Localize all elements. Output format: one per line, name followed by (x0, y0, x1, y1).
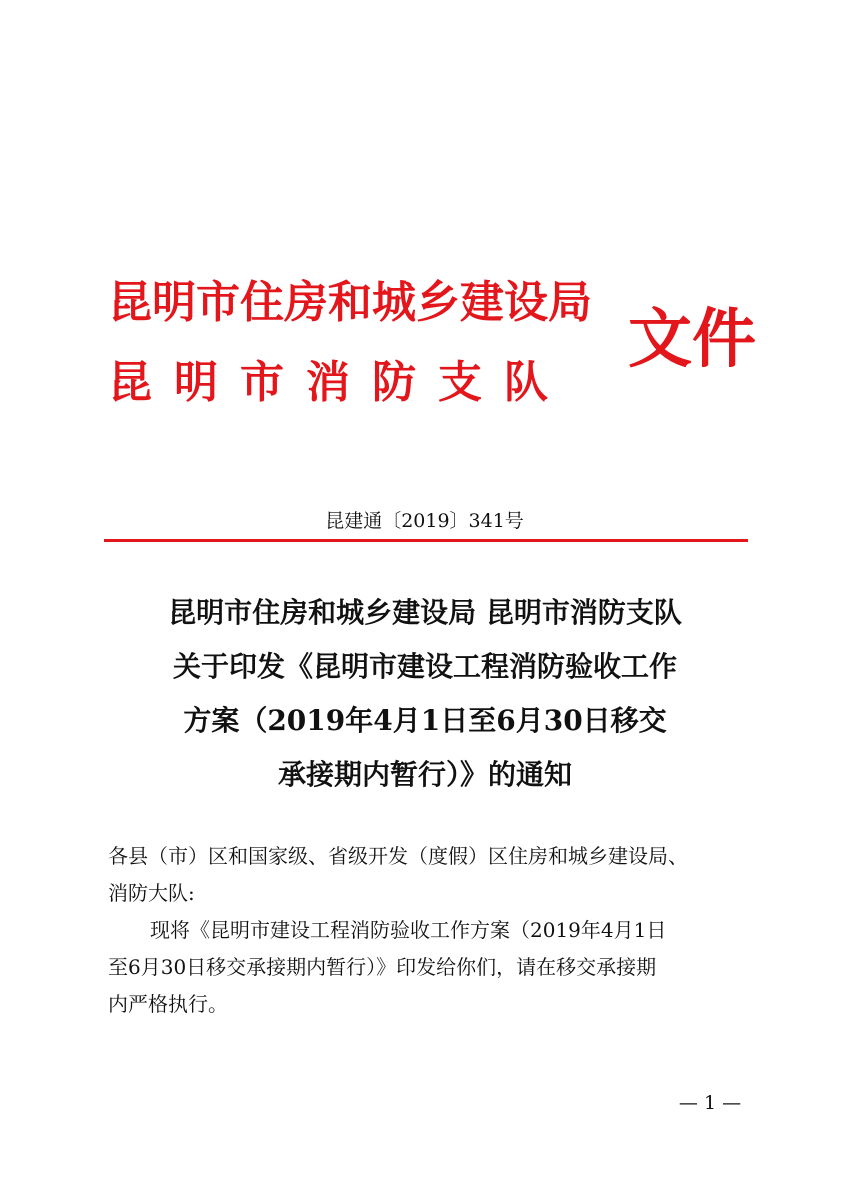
document-word: 文件 (628, 302, 756, 377)
title-line: 方案（2019年4月1日至6月30日移交 (183, 704, 667, 737)
title-line: 昆明市住房和城乡建设局 昆明市消防支队 (168, 596, 682, 629)
addressee-line: 各县（市）区和国家级、省级开发（度假）区住房和城乡建设局、 (108, 844, 688, 868)
body-paragraph-line: 内严格执行。 (108, 992, 228, 1016)
issuer-housing-bureau: 昆明市住房和城乡建设局 (108, 277, 592, 328)
document-body (108, 838, 748, 1023)
body-paragraph-line: 现将《昆明市建设工程消防验收工作方案（2019年4月1日 (150, 918, 667, 942)
page-number: — 1 — (678, 1092, 742, 1114)
title-line: 承接期内暂行）》的通知 (277, 758, 572, 791)
red-divider (104, 539, 748, 542)
document-number: 昆建通〔2019〕341号 (325, 510, 524, 532)
title-line: 关于印发《昆明市建设工程消防验收工作 (172, 650, 677, 683)
addressee-line: 消防大队: (108, 881, 195, 905)
issuers-block (108, 268, 628, 418)
document-title (100, 586, 750, 802)
issuer-fire-brigade: 昆明市消防支队 (108, 357, 570, 408)
body-paragraph-line: 至6月30日移交承接期内暂行）》印发给你们，请在移交承接期 (108, 955, 657, 979)
